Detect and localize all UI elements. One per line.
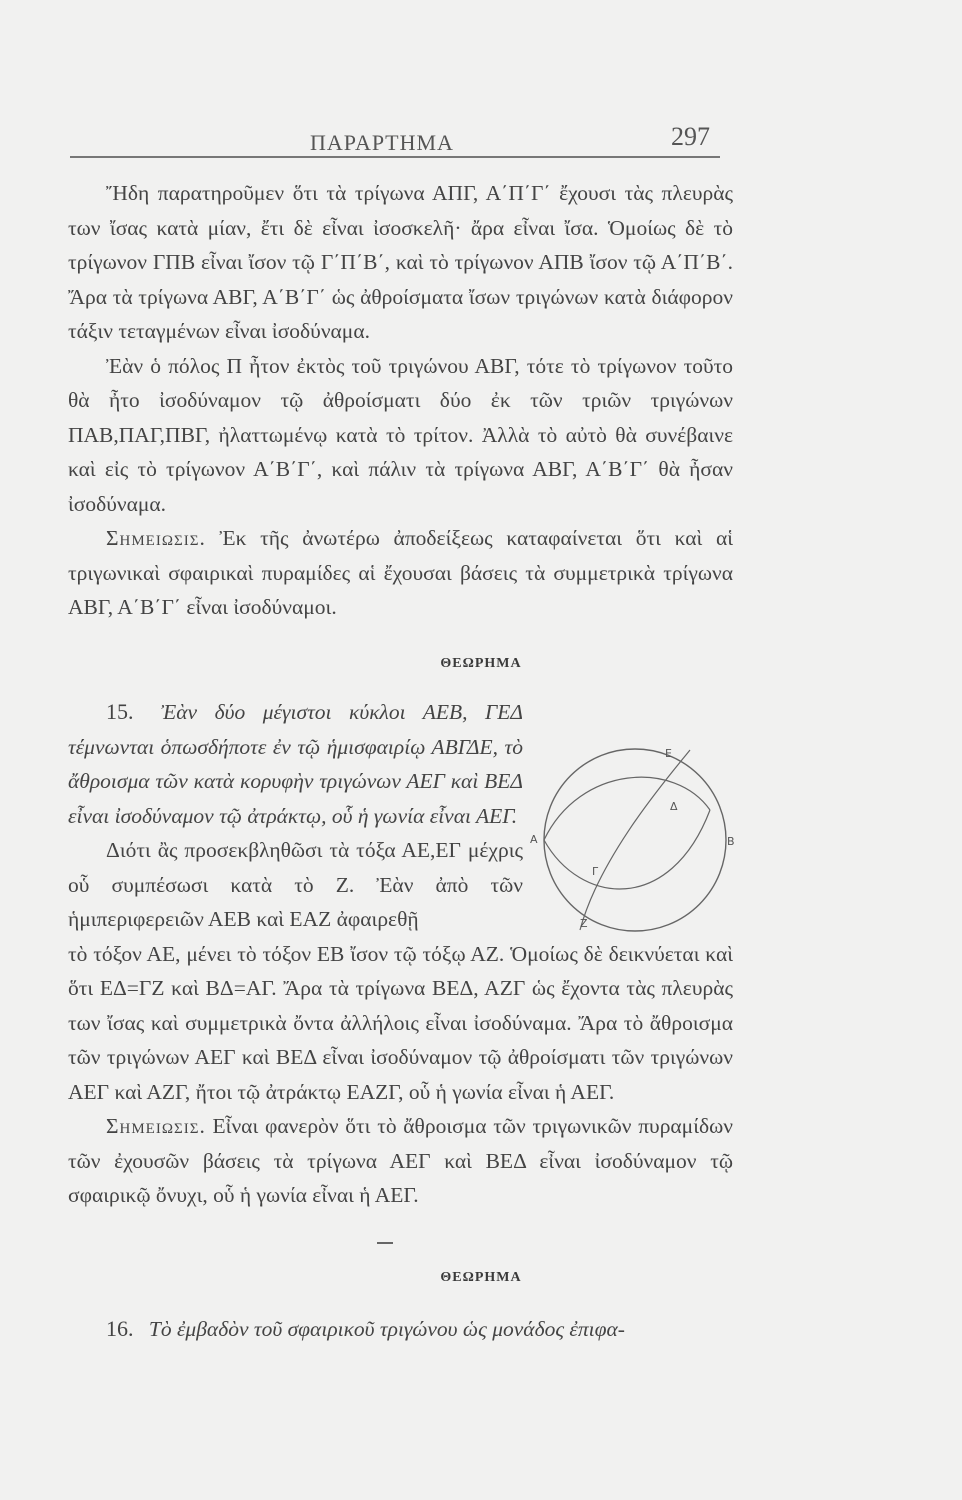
theorem-15-statement [68, 695, 523, 833]
theorem-15-heading: ΘΕΩΡΗΜΑ [440, 656, 522, 671]
note-2-text: Εἶναι φανερὸν ὅτι τὸ ἄθροισμα τῶν τριγωνικῶν πυραμίδων τῶν ἐχουσῶν βάσεις τὰ τρίγωνα ΑΕΓ καὶ ΒΕΔ εἶναι ἰσοδύναμον τῷ σφαιρικῷ ὄνυχι, οὗ ἡ γωνία εἶναι ἡ ΑΕΓ. [68, 1114, 733, 1207]
note-1 [68, 521, 733, 625]
running-title: ΠΑΡΑΡΤΗΜΑ [310, 130, 454, 155]
small-dash-mark [377, 1242, 393, 1244]
figure-label-z: Z [580, 917, 588, 930]
figure-label-e: E [665, 747, 672, 760]
great-circle-outline [544, 749, 726, 931]
page-header [70, 118, 720, 158]
spherical-figure-svg [520, 735, 750, 945]
note-2 [68, 1109, 733, 1213]
header-rule [70, 156, 720, 158]
paragraph-2: Ἐὰν ὁ πόλος Π ἦτον ἐκτὸς τοῦ τριγώνου ΑΒΓ, τότε τὸ τρίγωνον τοῦτο θὰ ἦτο ἰσοδύναμον τῷ ἀθροίσματι δύο ἐκ τῶν τριῶν τριγώνων ΠΑΒ,ΠΑΓ,ΠΒΓ, ἠλαττωμένῳ κατὰ τὸ τρίτον. Ἀλλὰ τὸ αὐτὸ θὰ συνέβαινε καὶ εἰς τὸ τρίγωνον Α΄Β΄Γ΄, καὶ πάλιν τὰ τρίγωνα ΑΒΓ, Α΄Β΄Γ΄ θὰ ἦσαν ἰσοδύναμα. [68, 353, 733, 516]
spherical-figure [520, 735, 750, 945]
note-1-text: Ἐκ τῆς ἀνωτέρω ἀποδείξεως καταφαίνεται ὅτι καὶ αἱ τριγωνικαὶ σφαιρικαὶ πυραμίδες αἱ ἔχουσαι βάσεις τὰ συμμετρικὰ τρίγωνα ΑΒΓ, Α΄Β΄Γ΄ εἶναι ἰσοδύναμοι. [68, 526, 734, 619]
figure-label-b: B [727, 835, 735, 848]
theorem-15-proof-part-1: Διότι ἂς προσεκβληθῶσι τὰ τόξα ΑΕ,ΕΓ μέχρις οὗ συμπέσωσι κατὰ τὸ Ζ. Ἐὰν ἀπὸ τῶν ἡμιπεριφερειῶν ΑΕΒ καὶ ΕΑΖ ἀφαιρεθῇ [68, 838, 523, 931]
paragraph-1: Ἤδη παρατηροῦμεν ὅτι τὰ τρίγωνα ΑΠΓ, Α΄Π΄Γ΄ ἔχουσι τὰς πλευρὰς των ἴσας κατὰ μίαν, ἔτι δὲ εἶναι ἰσοσκελῆ· ἄρα εἶναι ἴσα. Ὁμοίως δὲ τὸ τρίγωνον ΓΠΒ εἶναι ἴσον τῷ Γ΄Π΄Β΄, καὶ τὸ τρίγωνον ΑΠΒ ἴσον τῷ Α΄Π΄Β΄. Ἄρα τὰ τρίγωνα ΑΒΓ, Α΄Β΄Γ΄ ὡς ἀθροίσματα ἴσων τριγώνων κατὰ διάφορον τάξιν τεταγμένων εἶναι ἰσοδύναμα. [68, 181, 733, 343]
theorem-15-text: Ἐὰν δύο μέγιστοι κύκλοι ΑΕΒ, ΓΕΔ τέμνωνται ὁπωσδήποτε ἐν τῷ ἡμισφαιρίῳ ΑΒΓΔΕ, τὸ ἄθροισμα τῶν κατὰ κορυφὴν τριγώνων ΑΕΓ καὶ ΒΕΔ εἶναι ἰσοδύναμον τῷ ἀτράκτῳ, οὗ ἡ γωνία εἶναι ΑΕΓ. [68, 700, 523, 828]
arc-ae [544, 777, 710, 840]
theorem-15-number: 15. [106, 699, 134, 724]
note-2-label: Σημειωσις. [106, 1114, 206, 1138]
intro-text [68, 176, 733, 625]
figure-label-d: Δ [670, 800, 678, 813]
theorem-16-block [68, 1312, 733, 1347]
figure-label-g: Γ [592, 865, 599, 878]
theorem-16-text: Τὸ ἐμβαδὸν τοῦ σφαιρικοῦ τριγώνου ὡς μονάδος ἐπιφα- [148, 1317, 625, 1341]
theorem-16-statement [68, 1312, 733, 1347]
theorem-15-proof-part-2: τὸ τόξον ΑΕ, μένει τὸ τόξον ΕΒ ἴσον τῷ τόξῳ ΑΖ. Ὁμοίως δὲ δεικνύεται καὶ ὅτι ΕΔ=ΓΖ καὶ ΒΔ=ΑΓ. Ἄρα τὰ τρίγωνα ΒΕΔ, ΑΖΓ ὡς ἔχοντα τὰς πλευρὰς των ἴσας καὶ συμμετρικὰ ὄντα ἀλλήλοις εἶναι ἰσοδύναμα. Ἄρα τὸ ἄθροισμα τῶν τριγώνων ΑΕΓ καὶ ΒΕΔ εἶναι ἰσοδύναμον τῷ ἀθροίσματι τῶν τριγώνων ΑΕΓ καὶ ΑΖΓ, ἤτοι τῷ ἀτράκτῳ ΕΑΖΓ, οὗ ἡ γωνία εἶναι ἡ ΑΕΓ. [68, 941, 733, 1104]
theorem-16-heading: ΘΕΩΡΗΜΑ [440, 1270, 522, 1285]
arc-az [544, 810, 710, 889]
figure-label-a: A [530, 833, 538, 846]
page-number: 297 [671, 122, 710, 151]
note-1-label: Σημειωσις. [106, 526, 206, 550]
theorem-16-number: 16. [106, 1316, 134, 1341]
